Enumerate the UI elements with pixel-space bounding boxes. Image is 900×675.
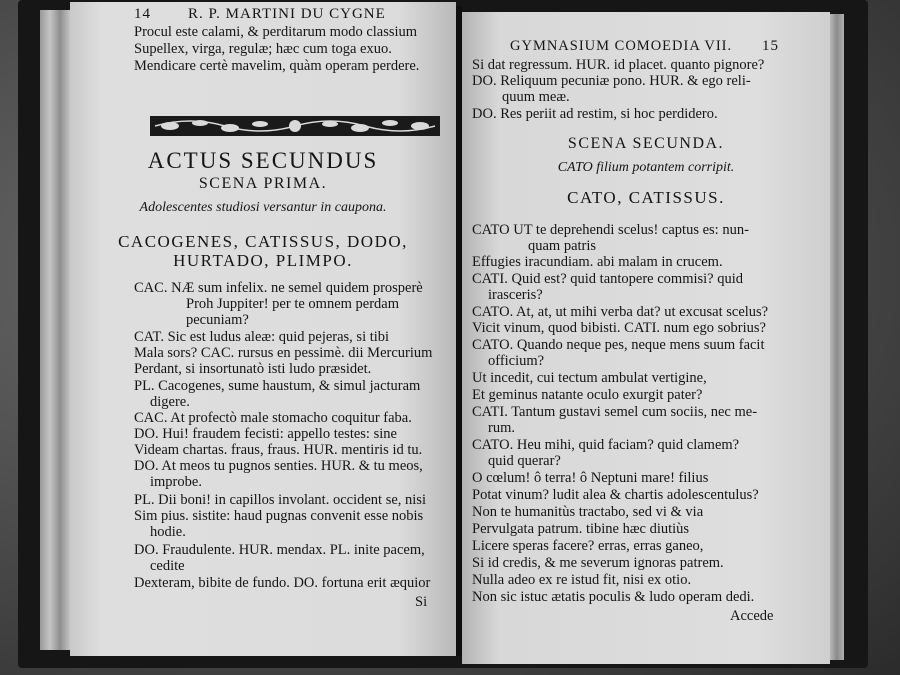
right-page-edges [830,14,844,660]
scene-argument: Adolescentes studiosi versantur in caupona. [139,200,387,215]
scene-argument: CATO filium potantem corripit. [557,160,735,175]
dialogue-line: DO. At meos tu pugnos senties. HUR. & tu meos, [134,458,423,474]
dialogue-line: PL. Dii boni! in capillos involant. occident se, nisi [134,492,426,508]
right-page [462,12,830,664]
dialogue-line: Sim pius. sistite: haud pugnas convenit esse nobis [134,508,424,524]
dialogue-line: improbe. [150,474,202,490]
dialogue-line: CATO. Heu mihi, quid faciam? quid clamem? [472,437,740,453]
dialogue-line: hodie. [150,524,186,540]
dialogue-line: cedite [150,558,185,574]
text-line: Supellex, virga, regulæ; hæc cum toga exuo. [134,41,392,57]
text-line: Mendicare certè mavelim, quàm operam perdere. [134,58,420,74]
dialogue-line: CAC. At profectò male stomacho coquitur faba. [134,410,412,426]
dialogue-line: irasceris? [488,287,543,303]
catchword: Si [415,594,428,610]
left-page [70,2,456,656]
dialogue-line: Effugies iracundiam. abi malam in crucem. [472,254,723,270]
dialogue-line: O cœlum! ô terra! ô Neptuni mare! filius [472,470,709,486]
dialogue-line: CATI. Tantum gustavi semel cum sociis, nec me- [472,404,758,420]
dialogue-line: rum. [488,420,515,436]
dialogue-line: officium? [488,353,545,369]
text-line: DO. Reliquum pecuniæ pono. HUR. & ego reli- [472,73,751,89]
dialogue-line: Nulla adeo ex re istud fit, nisi ex otio. [472,572,692,588]
dialogue-line: Non te humanitùs tractabo, sed vi & via [472,504,704,520]
dialogue-line: quam patris [528,238,597,254]
dialogue-line: CATO. Quando neque pes, neque mens suum facit [472,337,765,353]
dialogue-line: CAT. Sic est ludus aleæ: quid pejeras, si tibi [134,329,390,345]
dialogue-line: DO. Fraudulente. HUR. mendax. PL. inite pacem, [134,542,425,558]
dialogue-line: CATI. Quid est? quid tantopere commisi? quid [472,271,744,287]
dialogue-line: Vicit vinum, quod bibisti. CATI. num ego sobrius? [472,320,766,336]
page-number: 14 [134,6,151,22]
dialogue-line: Videam chartas. fraus, fraus. HUR. mentiris id tu. [134,442,423,458]
dialogue-line: DO. Hui! fraudem fecisti: appello testes: sine [134,426,397,442]
dialogue-line: digere. [150,394,190,410]
dialogue-line: CAC. NÆ sum infelix. ne semel quidem prosperè [134,280,423,296]
catchword: Accede [730,608,774,624]
dialogue-line: Et geminus natante oculo exurgit pater? [472,387,703,403]
text-line: DO. Res periit ad restim, si hoc perdidero. [472,106,718,122]
characters-line: HURTADO, PLIMPO. [173,251,353,270]
dialogue-line: CATO. At, at, ut mihi verba dat? ut excusat scelus? [472,304,769,320]
dialogue-line: CATO UT te deprehendi scelus! captus es: nun- [472,222,749,238]
dialogue-line: Dexteram, bibite de fundo. DO. fortuna erit æquior [134,575,431,591]
dialogue-line: quid querar? [488,453,561,469]
text-line: Si dat regressum. HUR. id placet. quanto pignore? [472,57,765,73]
scene-title: SCENA PRIMA. [198,175,328,192]
dialogue-line: Ut incedit, cui tectum ambulat vertigine, [472,370,707,386]
characters-line: CATO, CATISSUS. [567,188,725,207]
scene-title: SCENA SECUNDA. [567,135,725,152]
dialogue-line: Non sic istuc ætatis poculis & ludo operam dedi. [472,589,755,605]
act-title: ACTUS SECUNDUS [147,148,379,173]
text-line: quum meæ. [502,89,570,105]
dialogue-line: Mala sors? CAC. rursus en pessimè. dii Mercurium [134,345,433,361]
ornament-icon [150,114,440,138]
dialogue-line: Potat vinum? ludit alea & chartis adolescentulus? [472,487,759,503]
characters-line: CACOGENES, CATISSUS, DODO, [118,232,408,251]
running-head: GYMNASIUM COMOEDIA VII. [510,38,733,54]
page-number: 15 [762,38,779,54]
dialogue-line: PL. Cacogenes, sume haustum, & simul jacturam [134,378,421,394]
dialogue-line: Licere speras facere? erras, erras ganeo, [472,538,704,554]
dialogue-line: pecuniam? [186,312,249,328]
dialogue-line: Perdant, si insortunatò isti ludo præsidet. [134,361,372,377]
left-page-edges [40,10,70,650]
spine-gutter [456,6,462,656]
text-line: Procul este calami, & perditarum modo classium [134,24,418,40]
dialogue-line: Si id credis, & me severum ignoras patrem. [472,555,724,571]
running-head: R. P. MARTINI DU CYGNE [188,6,386,22]
dialogue-line: Pervulgata patrum. tibine hæc diutiùs [472,521,690,537]
dialogue-line: Proh Juppiter! per te omnem perdam [186,296,400,312]
